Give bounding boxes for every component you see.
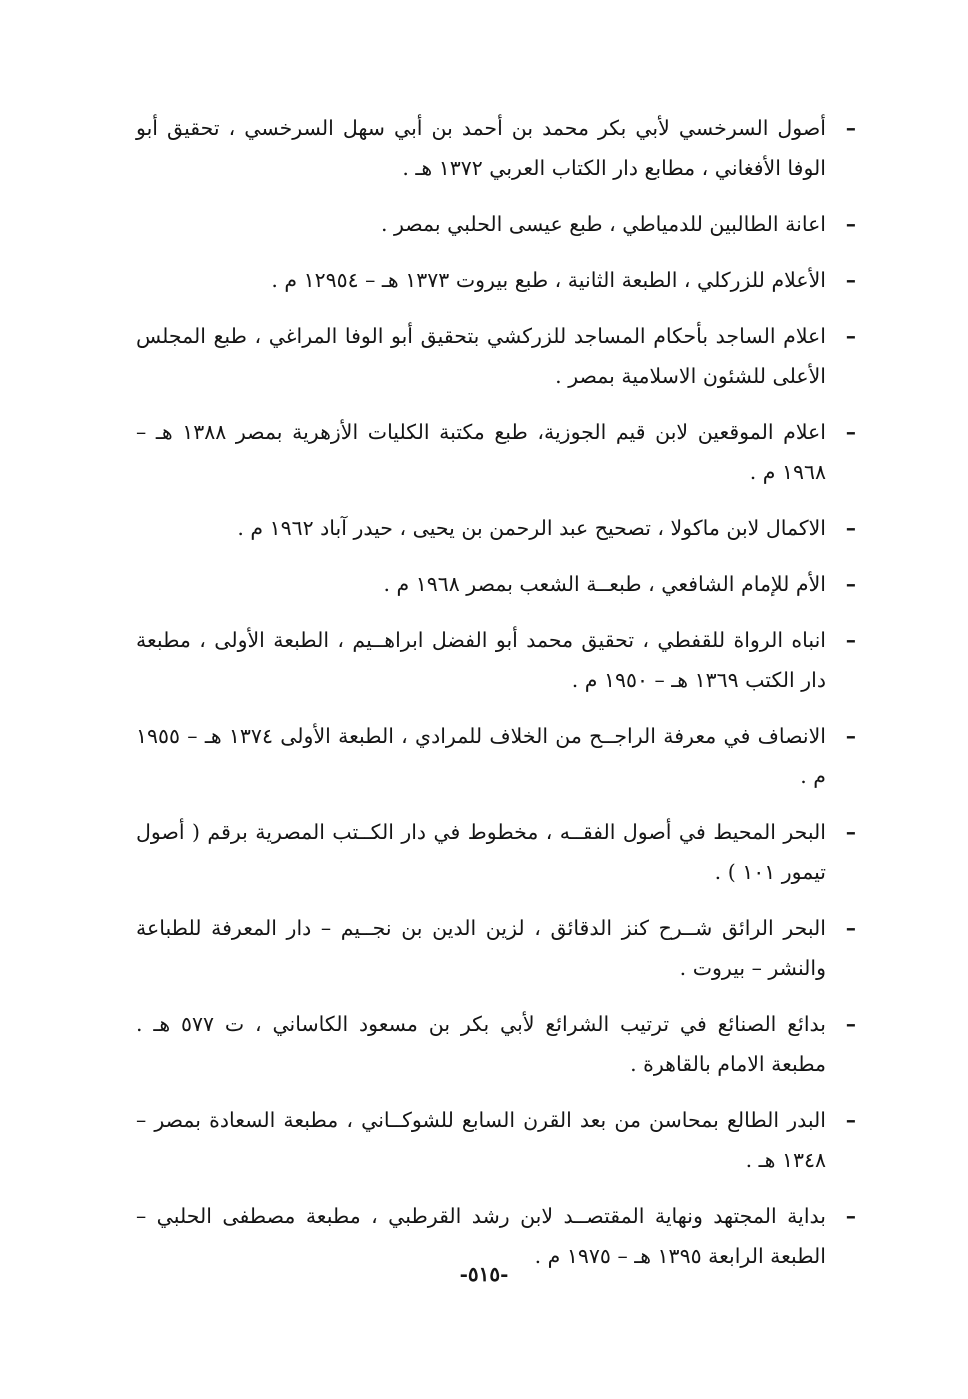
- entry-text: بداية المجتهد ونهاية المقتصــد لابن رشد القرطبي ، مطبعة مصطفى الحلبي – الطبعة الرابعة ١٣٩٥ هـ – ١٩٧٥ م .: [136, 1204, 826, 1268]
- entry-text: البدر الطالع بمحاسن من بعد القرن السابع للشوكــاني ، مطبعة السعادة بمصر – ١٣٤٨ هـ .: [136, 1108, 826, 1172]
- entry-text: البحر المحيط في أصول الفقــه ، مخطوط في دار الكــتب المصرية برقم ( أصول تيمور ١٠١ ) .: [136, 820, 826, 884]
- entry-dash: –: [845, 212, 856, 236]
- bibliography-entry: [136, 564, 856, 604]
- entry-dash: –: [845, 916, 856, 940]
- entry-text: الانصاف في معرفة الراجــح من الخلاف للمرادي ، الطبعة الأولى ١٣٧٤ هـ – ١٩٥٥ م .: [136, 724, 827, 788]
- bibliography-entry: [136, 316, 856, 396]
- entry-dash: –: [845, 724, 856, 748]
- entry-text: اعانة الطالبين للدمياطي ، طبع عيسى الحلبي بمصر .: [380, 212, 826, 236]
- page-number: -٥١٥-: [459, 1262, 509, 1286]
- bibliography-entry: [136, 620, 856, 700]
- entry-dash: –: [845, 420, 856, 444]
- entry-dash: –: [845, 1012, 856, 1036]
- entry-text: انباه الرواة للقفطي ، تحقيق محمد أبو الفضل ابراهــيم ، الطبعة الأولى ، مطبعة دار الكتب ١٣٦٩ هـ – ١٩٥٠ م .: [136, 628, 826, 692]
- bibliography-entry: [136, 260, 856, 300]
- entry-dash: –: [845, 268, 856, 292]
- entry-dash: –: [845, 628, 856, 652]
- bibliography-entry: [136, 508, 856, 548]
- bibliography-entry: [136, 1100, 856, 1180]
- entry-text: أصول السرخسي لأبي بكر محمد بن أحمد بن أبي سهل السرخسي ، تحقيق أبو الوفا الأفغاني ، مطابع دار الكتاب العربي ١٣٧٢ هـ .: [136, 116, 826, 180]
- entry-dash: –: [845, 116, 856, 140]
- bibliography-entry: [136, 412, 856, 492]
- bibliography-entry: [136, 716, 856, 796]
- bibliography-entry: [136, 108, 856, 188]
- entry-text: الاكمال لابن ماكولا ، تصحيح عبد الرحمن بن يحيى ، حيدر آباد ١٩٦٢ م .: [237, 516, 826, 540]
- entry-dash: –: [845, 516, 856, 540]
- bibliography-entry: [136, 1004, 856, 1084]
- entry-text: اعلام الساجد بأحكام المساجد للزركشي بتحقيق أبو الوفا المراغي ، طبع المجلس الأعلى للشئون الاسلامية بمصر .: [136, 324, 826, 388]
- entry-dash: –: [845, 572, 856, 596]
- bibliography-entry: [136, 812, 856, 892]
- entry-dash: –: [845, 324, 856, 348]
- entry-text: الأم للإمام الشافعي ، طبعــة الشعب بمصر ١٩٦٨ م .: [383, 572, 826, 596]
- entry-text: الأعلام للزركلي ، الطبعة الثانية ، طبع بيروت ١٣٧٣ هـ – ١٢٩٥٤ م .: [271, 268, 826, 292]
- bibliography-entry: [136, 204, 856, 244]
- entry-dash: –: [845, 820, 856, 844]
- bibliography-list: [136, 108, 856, 1292]
- entry-text: البحر الرائق شــرح كنز الدقائق ، لزين الدين بن نجــيم – دار المعرفة للطباعة والنشر – بيروت .: [136, 916, 826, 980]
- entry-text: اعلام الموقعين لابن قيم الجوزية، طبع مكتبة الكليات الأزهرية بمصر ١٣٨٨ هـ – ١٩٦٨ م .: [136, 420, 826, 484]
- entry-dash: –: [845, 1204, 856, 1228]
- entry-dash: –: [845, 1108, 856, 1132]
- bibliography-entry: [136, 908, 856, 988]
- entry-text: بدائع الصنائع في ترتيب الشرائع لأبي بكر بن مسعود الكاساني ، ت ٥٧٧ هـ . مطبعة الامام بالقاهرة .: [136, 1012, 826, 1076]
